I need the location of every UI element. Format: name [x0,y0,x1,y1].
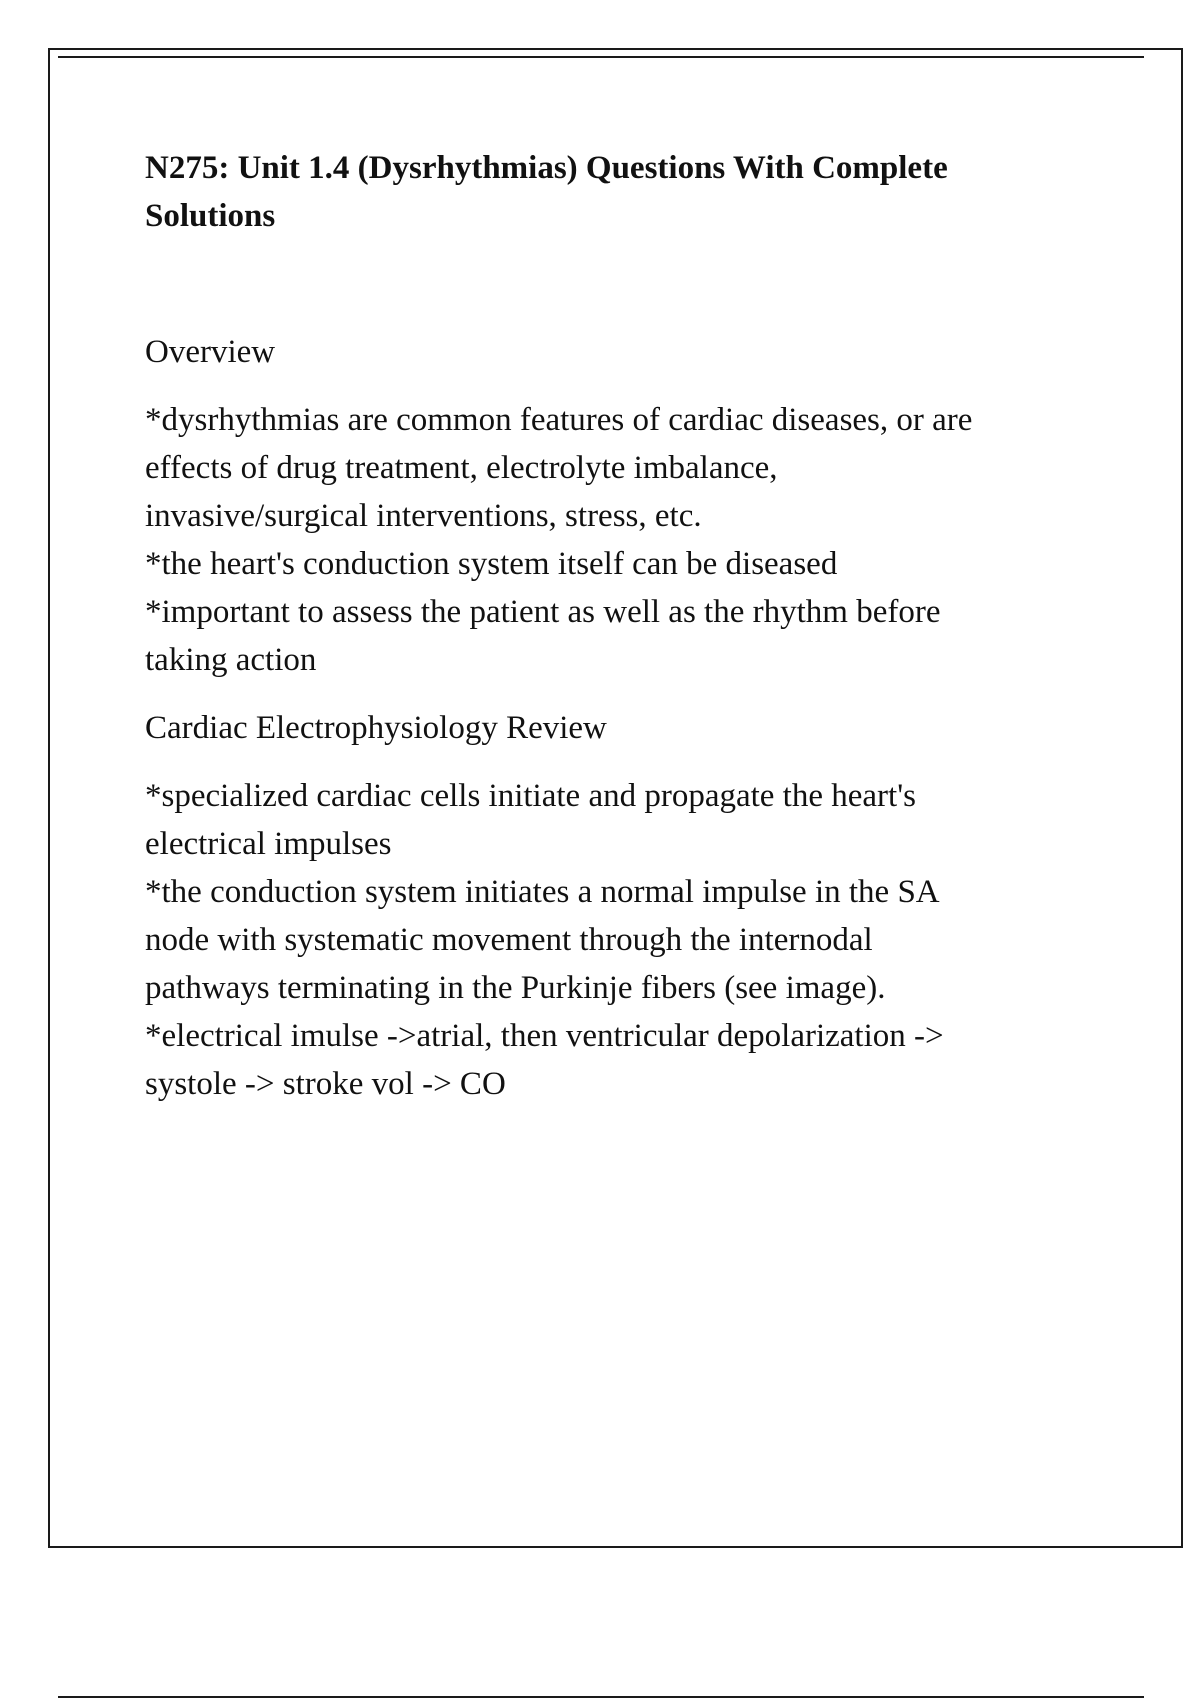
body-line: taking action [145,642,317,678]
section-overview [145,328,1075,684]
top-rule [58,56,1144,58]
body-line: pathways terminating in the Purkinje fibers (see image). [145,970,886,1006]
body-line: *dysrhythmias are common features of cardiac diseases, or are [145,402,973,438]
body-line: *important to assess the patient as well as the rhythm before [145,594,941,630]
bottom-rule [58,1696,1144,1698]
title-line: Solutions [145,198,276,234]
body-line: *electrical imulse ->atrial, then ventricular depolarization -> [145,1018,944,1054]
body-line: *the conduction system initiates a normal impulse in the SA [145,874,940,910]
body-line: effects of drug treatment, electrolyte imbalance, [145,450,778,486]
body-line: *the heart's conduction system itself can be diseased [145,546,838,582]
body-line: systole -> stroke vol -> CO [145,1066,506,1102]
body-line: invasive/surgical interventions, stress, etc. [145,498,702,534]
section-body-electrophysiology [145,772,1075,1108]
section-body-overview [145,396,1075,684]
section-electrophysiology [145,704,1075,1108]
document-content [145,144,1075,1128]
section-heading-overview: Overview [145,334,276,370]
body-line: *specialized cardiac cells initiate and propagate the heart's [145,778,916,814]
body-line: node with systematic movement through the internodal [145,922,873,958]
body-line: electrical impulses [145,826,392,862]
document-title [145,144,1075,240]
title-line: N275: Unit 1.4 (Dysrhythmias) Questions With Complete [145,150,948,186]
section-heading-electrophysiology: Cardiac Electrophysiology Review [145,710,607,746]
